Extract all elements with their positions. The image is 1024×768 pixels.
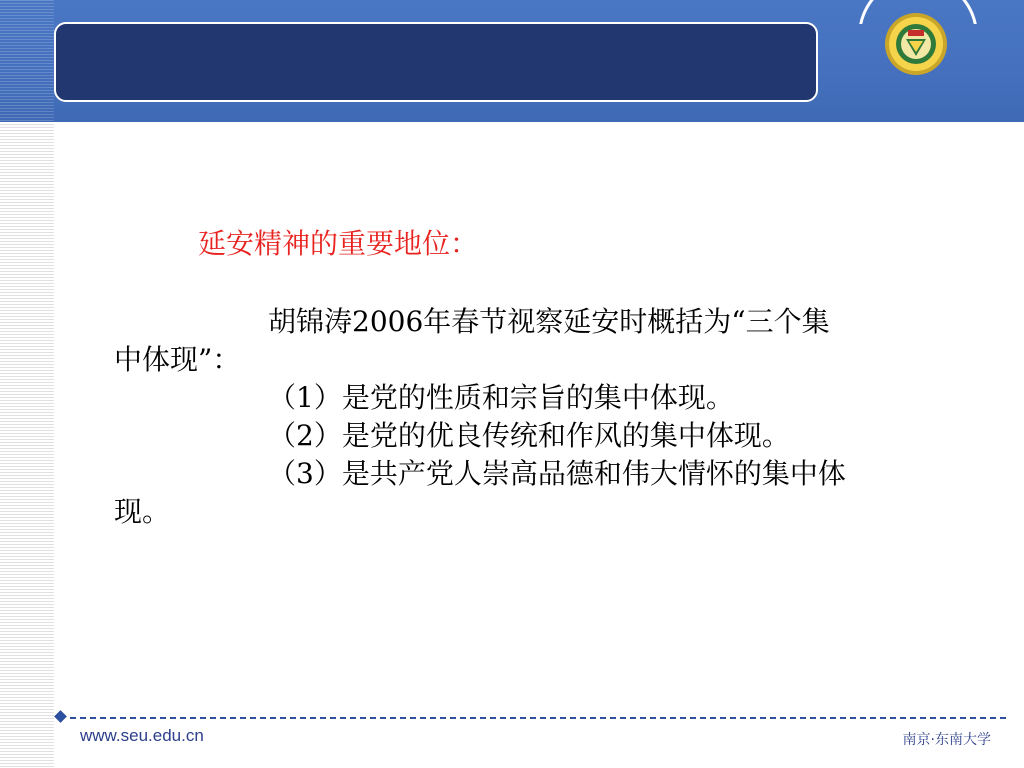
- point-2: （2）是党的优良传统和作风的集中体现。: [268, 419, 790, 452]
- footer-url: www.seu.edu.cn: [80, 726, 204, 745]
- seal-logo: [884, 12, 948, 76]
- content-heading: 延安精神的重要地位：: [198, 227, 479, 260]
- left-stripe: [0, 122, 54, 768]
- footer-divider: [70, 717, 1006, 719]
- left-stripe-top: [0, 0, 54, 122]
- footer-org: 南京·东南大学: [902, 732, 991, 748]
- point-3-line-2: 现。: [114, 495, 171, 528]
- title-panel: [54, 22, 818, 102]
- intro-line-1: 胡锦涛2006年春节视察延安时概括为“三个集: [268, 305, 830, 338]
- point-3-line-1: （3）是共产党人崇高品德和伟大情怀的集中体: [268, 457, 846, 490]
- point-1: （1）是党的性质和宗旨的集中体现。: [268, 381, 734, 414]
- footer-diamond-icon: [54, 710, 67, 723]
- intro-line-2: 中体现”：: [114, 343, 241, 376]
- slide-content: [114, 225, 954, 531]
